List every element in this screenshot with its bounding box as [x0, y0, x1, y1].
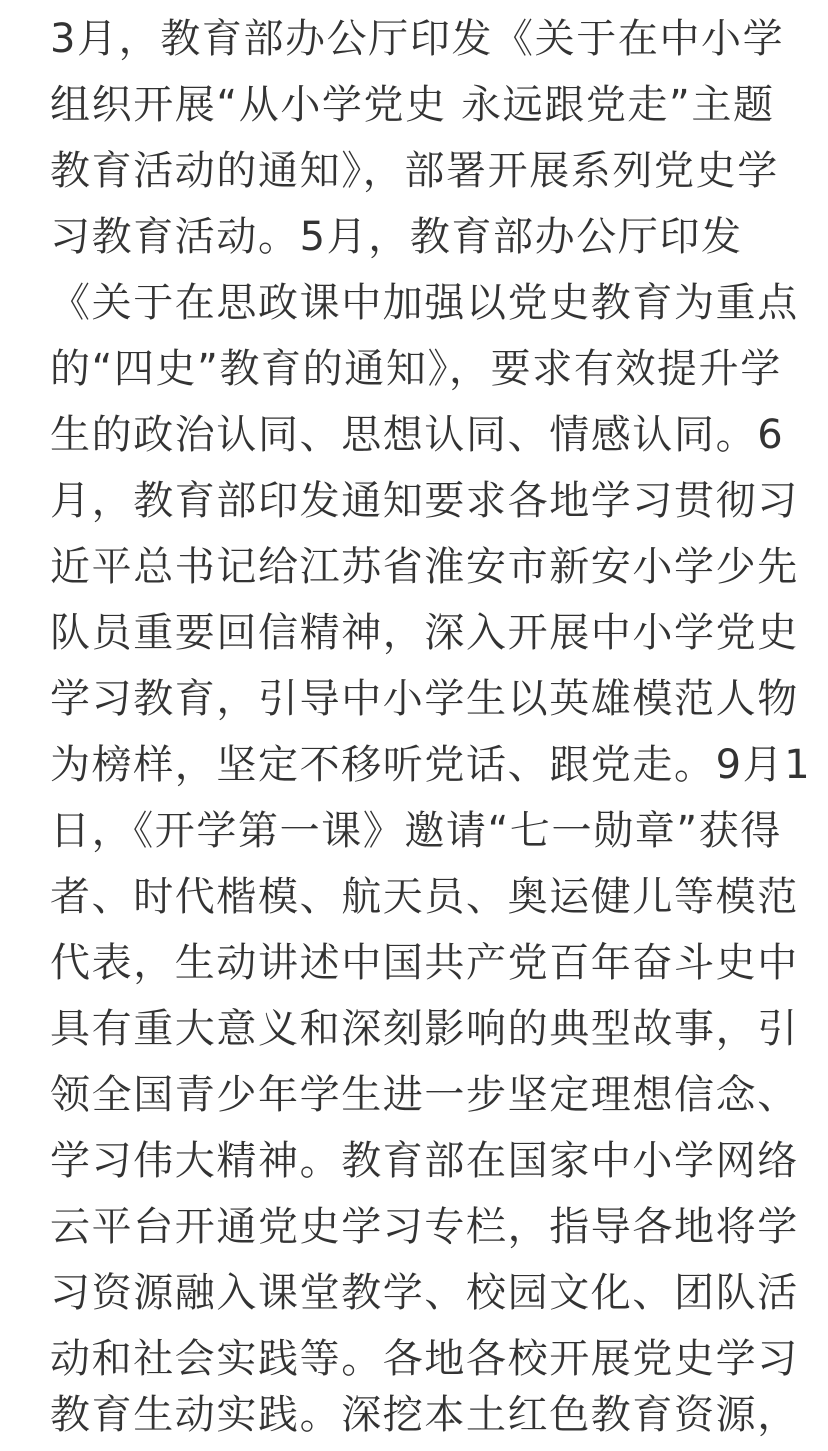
text-line: 领全国青少年学生进一步坚定理想信念、 [50, 1072, 799, 1118]
text-line: 的“四史”教育的通知》，要求有效提升学 [50, 346, 782, 392]
text-line: 日，《开学第一课》邀请“七一勋章”获得 [50, 808, 782, 854]
text-line: 组织开展“从小学党史 永远跟党走”主题 [50, 82, 775, 128]
text-line: 代表，生动讲述中国共产党百年奋斗史中 [50, 940, 799, 986]
text-line: 具有重大意义和深刻影响的典型故事，引 [50, 1006, 799, 1052]
text-line: 近平总书记给江苏省淮安市新安小学少先 [50, 544, 799, 590]
text-line: 教育生动实践。深挖本土红色教育资源， [50, 1392, 799, 1438]
text-line: 生的政治认同、思想认同、情感认同。6 [50, 412, 785, 458]
text-line: 学习伟大精神。教育部在国家中小学网络 [50, 1138, 799, 1184]
text-line: 云平台开通党史学习专栏，指导各地将学 [50, 1204, 799, 1250]
text-line: 习教育活动。5月，教育部办公厅印发 [50, 214, 743, 260]
text-line: 习资源融入课堂教学、校园文化、团队活 [50, 1270, 799, 1316]
text-line: 动和社会实践等。各地各校开展党史学习 [50, 1336, 799, 1382]
text-line: 学习教育，引导中小学生以英雄模范人物 [50, 676, 799, 722]
text-line: 教育活动的通知》，部署开展系列党史学 [50, 148, 779, 194]
text-line: 者、时代楷模、航天员、奥运健儿等模范 [50, 874, 799, 920]
text-line: 3月，教育部办公厅印发《关于在中小学 [50, 16, 785, 62]
text-line: 《关于在思政课中加强以党史教育为重点 [50, 280, 799, 326]
text-line: 为榜样，坚定不移听党话、跟党走。9月1 [50, 742, 812, 788]
text-line: 队员重要回信精神，深入开展中小学党史 [50, 610, 799, 656]
text-line: 月，教育部印发通知要求各地学习贯彻习 [50, 478, 799, 524]
